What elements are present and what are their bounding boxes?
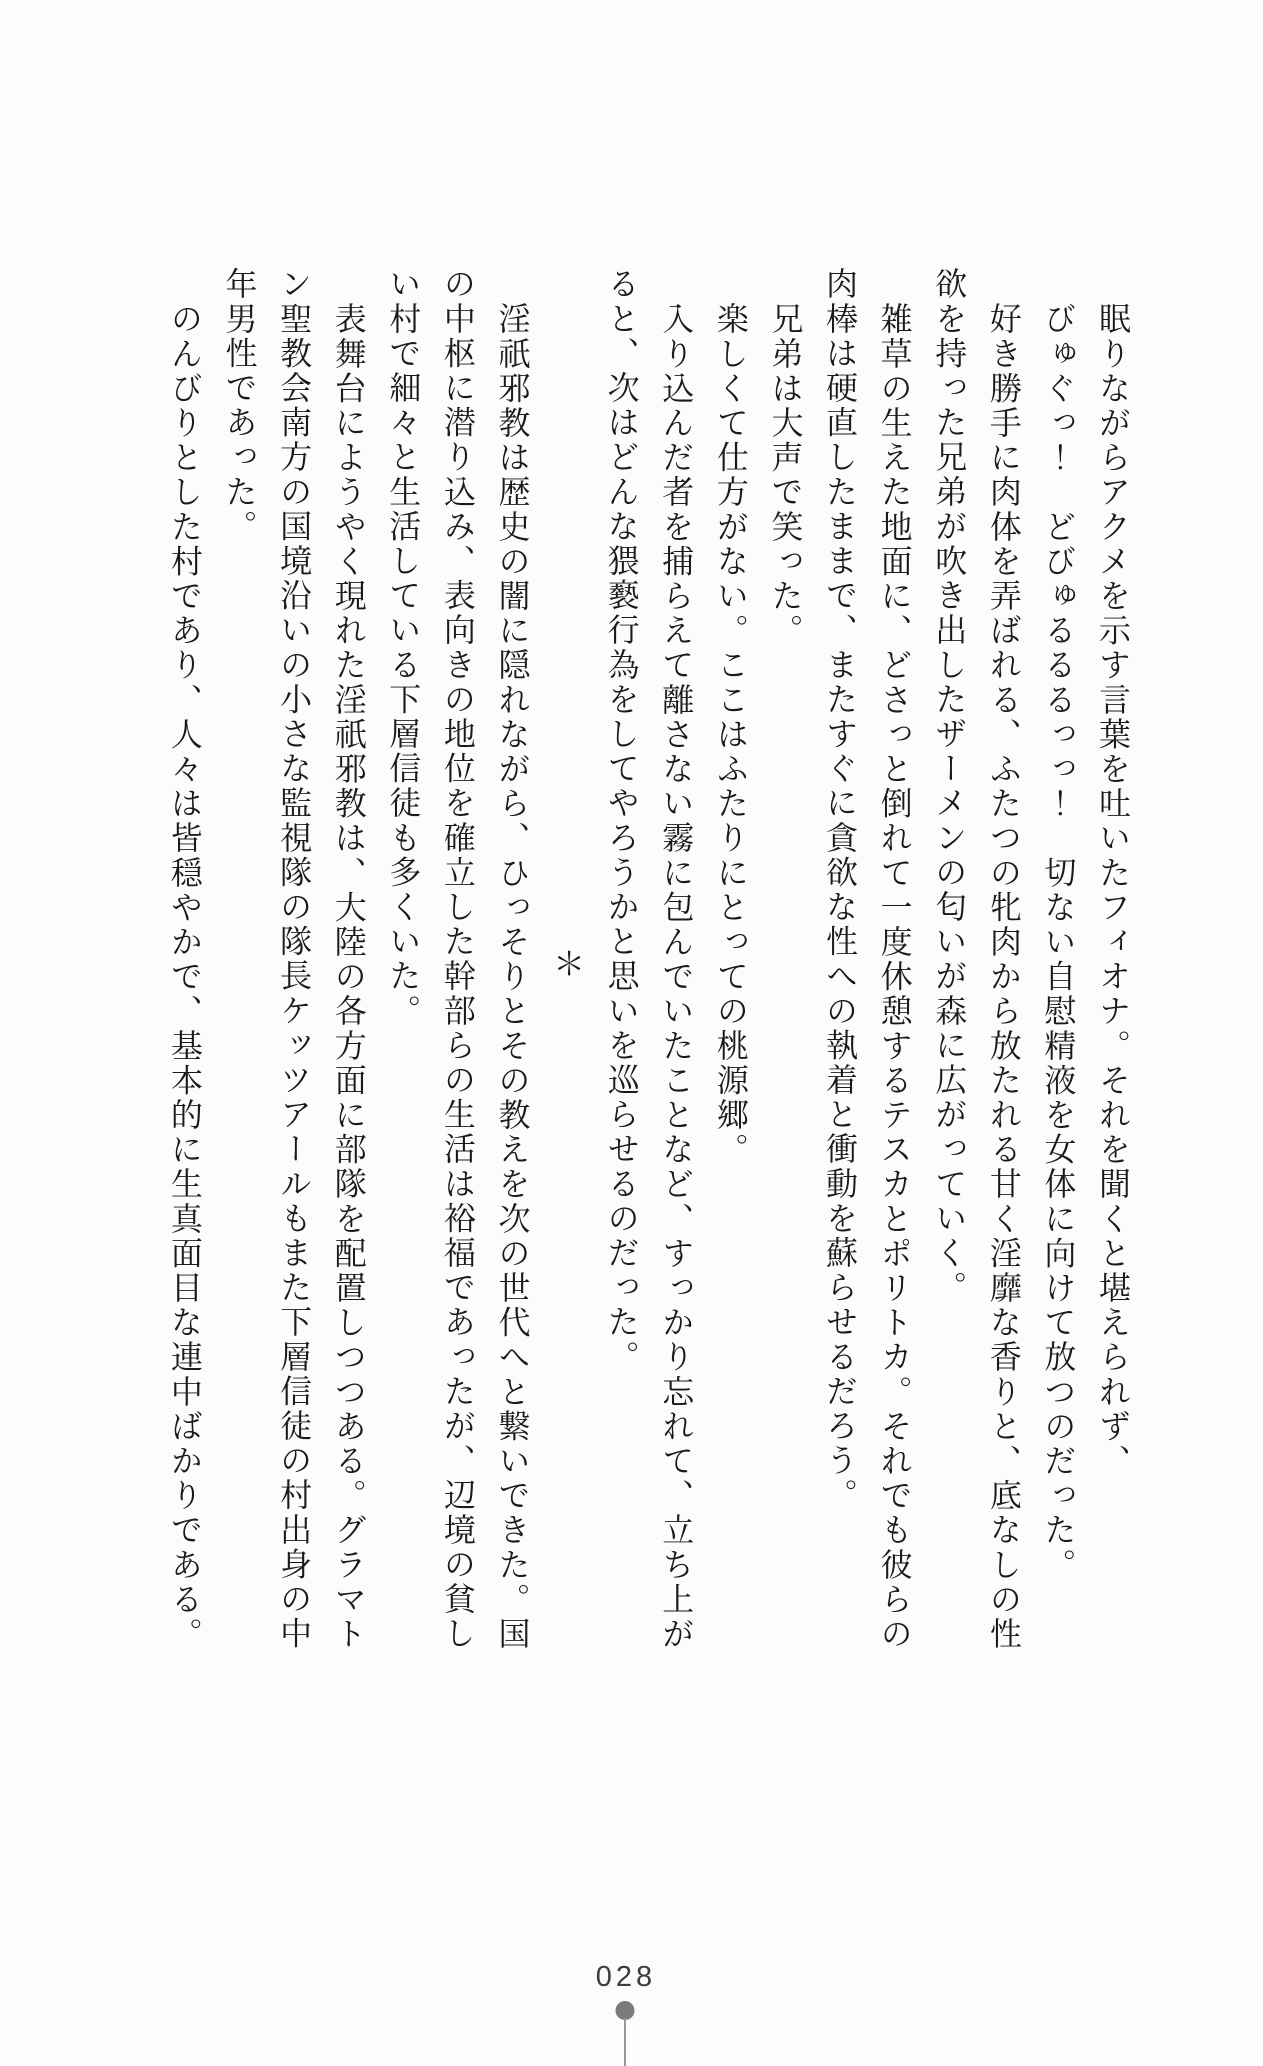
paragraph: 楽しくて仕方がない。ここはふたりにとっての桃源郷。 xyxy=(711,301,750,1167)
paragraph: 淫祇邪教は歴史の闇に隠れながら、ひっそりとその教えを次の世代へと繋いできた。国の中枢に潜り込み、表向きの地位を確立した幹部らの生活は裕福であったが、辺境の貧しい村で細々と生活している下層信徒も多くいた。 xyxy=(384,267,532,1651)
paragraph: 雑草の生えた地面に、どさっと倒れて一度休憩するテスカとポリトカ。それでも彼らの肉棒は硬直したままで、またすぐに貪欲な性への執着と衝動を蘇らせるだろう。 xyxy=(821,267,914,1651)
page-number: 028 xyxy=(595,1961,657,1993)
paragraph: 好き勝手に肉体を弄ばれる、ふたつの牝肉から放たれる甘く淫靡な香りと、底なしの性欲を持った兄弟が吹き出したザーメンの匂いが森に広がっていく。 xyxy=(930,267,1023,1651)
paragraph: 眠りながらアクメを示す言葉を吐いたフィオナ。それを聞くと堪えられず、 xyxy=(1094,301,1132,1478)
paragraph: びゅぐっ！ どびゅるるるっっ！ 切ない自慰精液を女体に向けて放つのだった。 xyxy=(1039,301,1078,1582)
paragraph: 表舞台にようやく現れた淫祇邪教は、大陸の各方面に部隊を配置しつつある。グラマトン聖教会南方の国境沿いの小さな監視隊の隊長ケッツアールもまた下層信徒の村出身の中年男性であった。 xyxy=(220,267,368,1651)
text-block xyxy=(154,267,1140,1661)
paragraph: 入り込んだ者を捕らえて離さない霧に包んでいたことなど、すっかり忘れて、立ち上がると、次はどんな猥褻行為をしてやろうかと思いを巡らせるのだった。 xyxy=(602,267,696,1651)
paragraph: 兄弟は大声で笑った。 xyxy=(766,301,805,648)
footer-rule-line xyxy=(624,2018,626,2066)
section-separator: ＊ xyxy=(548,946,587,982)
paragraph: のんびりとした村であり、人々は皆穏やかで、基本的に生真面目な連中ばかりである。 xyxy=(165,301,204,1651)
